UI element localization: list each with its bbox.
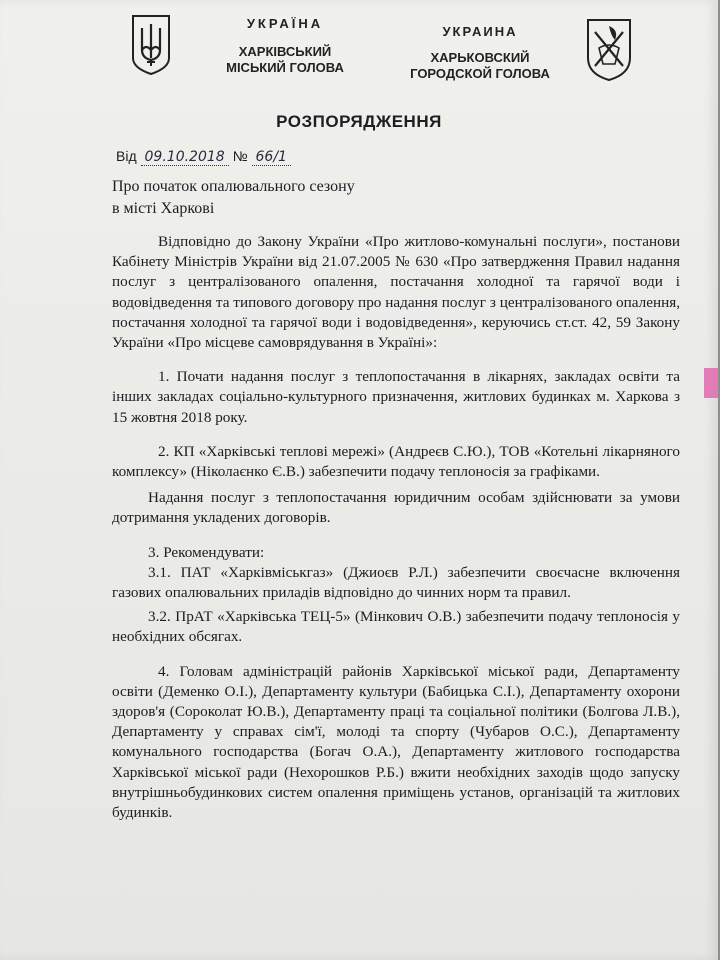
document-subject: Про початок опалювального сезону в місті Харкові (112, 178, 355, 217)
trident-emblem-icon (130, 14, 172, 76)
date-prefix: Від (116, 148, 137, 164)
kharkiv-coat-of-arms-icon (585, 18, 633, 82)
clause-4: 4. Головам адміністрацій районів Харківської міської ради, Департаменту освіти (Деменко О.І.), Департаменту культури (Бабицька С.І.), Департаменту охорони здоров'я (Сороколат Ю.В.), Департаменту праці та соціальної політики (Болгова Л.В.), Департаменту у справах сім'ї, молоді та спорту (Чубаров О.С.), Департаменту комунального господарства (Богач О.А.), Департаменту житлового господарства Харківської міської ради (Нехорошков Р.Б.) вжити необхідних заходів щодо запуску внутрішньобудинкових систем опалення приміщень установ, організацій та житлових будинків. (112, 662, 680, 822)
clause-2: 2. КП «Харківські теплові мережі» (Андреєв С.Ю.), ТОВ «Котельні лікарняного комплексу» (Ніколаєнко Є.В.) забезпечити подачу теплоносія за графіками. (112, 442, 680, 481)
clause-3: 3. Рекомендувати: (148, 543, 265, 561)
right-country-label: УКРАИНА (442, 24, 518, 39)
clause-2-note: Надання послуг з теплопостачання юридичним особам здійснювати за умови дотримання укладених договорів. (112, 489, 680, 527)
date-value: 09.10.2018 (141, 149, 229, 166)
left-office-label: ХАРКІВСЬКИЙ МІСЬКИЙ ГОЛОВА (226, 44, 344, 75)
sticky-tab (704, 368, 718, 398)
clause-1: 1. Почати надання послуг з теплопостачання в лікарнях, закладах освіти та інших закладах соціально-культурного призначення, житлових будинках м. Харкова з 15 жовтня 2018 року. (112, 368, 680, 426)
document-title: РОЗПОРЯДЖЕННЯ (276, 112, 442, 131)
left-country-label: УКРАЇНА (246, 16, 324, 31)
document-body (112, 232, 680, 823)
clause-3-1: 3.1. ПАТ «Харківміськгаз» (Джиоєв Р.Л.) забезпечити своєчасне включення газових опалювальних приладів відповідно до чинних норм та правил. (112, 563, 680, 602)
right-office-label: ХАРЬКОВСКИЙ ГОРОДСКОЙ ГОЛОВА (410, 50, 550, 81)
date-number-line (116, 148, 291, 165)
number-prefix: № (232, 148, 248, 164)
number-value: 66/1 (252, 149, 291, 166)
preamble-paragraph: Відповідно до Закону України «Про житлово-комунальні послуги», постанови Кабінету Міністрів України від 21.07.2005 № 630 «Про затвердження Правил надання послуг з централізованого опалення, постачання холодної та гарячої води і водовідведення та типового договору про надання послуг з централізованого опалення, постачання холодної та гарячої води і водовідведення», керуючись ст.ст. 42, 59 Закону України «Про місцеве самоврядування в Україні»: (112, 233, 680, 352)
clause-3-2: 3.2. ПрАТ «Харківська ТЕЦ-5» (Мінкович О.В.) забезпечити подачу теплоносія у необхідних обсягах. (112, 608, 680, 646)
